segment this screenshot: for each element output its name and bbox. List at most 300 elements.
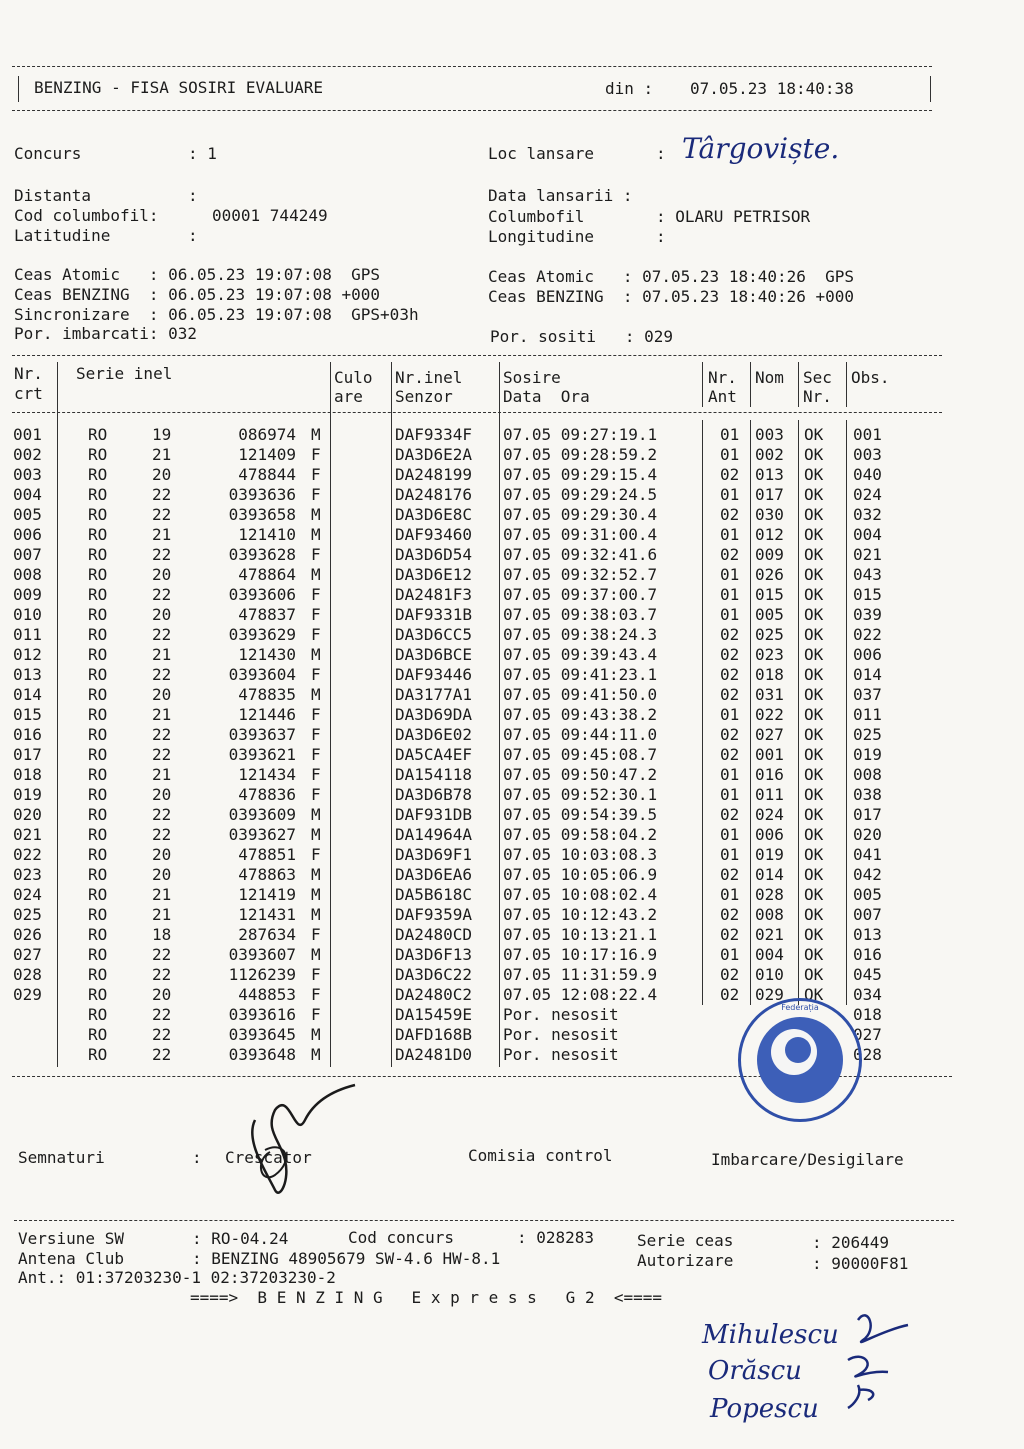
cell-sosire: 07.05 09:29:24.5	[503, 485, 658, 504]
cell-ring: 086974	[238, 425, 296, 444]
cell-sex: F	[311, 925, 321, 944]
table-row	[0, 465, 1024, 485]
cell-sex: F	[311, 785, 321, 804]
cell-year: 22	[152, 585, 172, 604]
cell-ring: 478844	[238, 465, 296, 484]
cell-country: RO	[88, 1045, 108, 1064]
cell-nom: 013	[755, 465, 784, 484]
cell-senzor: DA3D6F13	[395, 945, 473, 964]
cell-ring: 0393658	[228, 505, 296, 524]
cell-nr: 027	[13, 945, 42, 964]
cell-ring: 0393628	[228, 545, 296, 564]
cell-sec: OK	[804, 645, 824, 664]
cell-country: RO	[88, 945, 108, 964]
cell-sex: M	[311, 1045, 321, 1064]
cell-sex: M	[311, 525, 321, 544]
brand-line: ====> B E N Z I N G E x p r e s s G 2 <====	[190, 1288, 663, 1307]
ceas-atomic-start: Ceas Atomic : 06.05.23 19:07:08 GPS	[14, 265, 381, 284]
cell-sex: M	[311, 1025, 321, 1044]
footer-top-border	[14, 1220, 954, 1221]
table-row	[0, 485, 1024, 505]
cell-ant: 01	[720, 785, 740, 804]
cell-senzor: DA5B618C	[395, 885, 473, 904]
col-nr-ant-1: Nr.	[708, 368, 737, 387]
cell-ring: 0393607	[228, 945, 296, 964]
table-row	[0, 525, 1024, 545]
table-row	[0, 845, 1024, 865]
cell-ring: 0393621	[228, 745, 296, 764]
table-row	[0, 865, 1024, 885]
cell-year: 18	[152, 925, 172, 944]
cell-senzor: DA2481F3	[395, 585, 473, 604]
cell-ring: 0393637	[228, 725, 296, 744]
cell-year: 22	[152, 805, 172, 824]
cell-ant: 02	[720, 465, 740, 484]
cell-senzor: DA3D6E12	[395, 565, 473, 584]
longitudine-label: Longitudine	[488, 227, 594, 246]
table-row	[0, 805, 1024, 825]
cell-sec: OK	[804, 885, 824, 904]
table-row	[0, 725, 1024, 745]
table-row	[0, 445, 1024, 465]
cell-obs: 043	[853, 565, 882, 584]
cell-sec: OK	[804, 825, 824, 844]
cell-senzor: DA3D69DA	[395, 705, 473, 724]
cell-nr: 007	[13, 545, 42, 564]
cell-sosire: 07.05 09:31:00.4	[503, 525, 658, 544]
serie-ceas-value: : 206449	[812, 1233, 890, 1252]
cell-sex: F	[311, 725, 321, 744]
cell-ant: 02	[720, 965, 740, 984]
federation-stamp	[738, 998, 862, 1122]
cell-nom: 028	[755, 885, 784, 904]
cell-sec: OK	[804, 845, 824, 864]
vline-8	[846, 362, 847, 407]
table-row	[0, 425, 1024, 445]
cell-nr: 004	[13, 485, 42, 504]
cell-obs: 004	[853, 525, 882, 544]
crescator-label: Crescator	[225, 1148, 312, 1167]
cell-sex: M	[311, 885, 321, 904]
cell-nr: 006	[13, 525, 42, 544]
concurs-value: : 1	[188, 144, 217, 163]
cell-ring: 287634	[238, 925, 296, 944]
ceas-atomic-end: Ceas Atomic : 07.05.23 18:40:26 GPS	[488, 267, 855, 286]
table-row	[0, 885, 1024, 905]
cell-senzor: DA3D6E2A	[395, 445, 473, 464]
cell-sosire: 07.05 09:43:38.2	[503, 705, 658, 724]
cell-senzor: DA2480C2	[395, 985, 473, 1004]
cell-ring: 0393606	[228, 585, 296, 604]
cell-ring: 121431	[238, 905, 296, 924]
cell-nom: 024	[755, 805, 784, 824]
cell-nom: 003	[755, 425, 784, 444]
cell-senzor: DAF93460	[395, 525, 473, 544]
cell-nom: 002	[755, 445, 784, 464]
cell-obs: 025	[853, 725, 882, 744]
cell-ant: 02	[720, 805, 740, 824]
cell-ring: 448853	[238, 985, 296, 1004]
cell-obs: 016	[853, 945, 882, 964]
cell-sex: F	[311, 1005, 321, 1024]
cell-senzor: DA3D6EA6	[395, 865, 473, 884]
ceas-benzing-start: Ceas BENZING : 06.05.23 19:07:08 +000	[14, 285, 381, 304]
cell-obs: 001	[853, 425, 882, 444]
cell-nom: 004	[755, 945, 784, 964]
cell-ant: 02	[720, 685, 740, 704]
cell-country: RO	[88, 605, 108, 624]
cell-nom: 031	[755, 685, 784, 704]
cell-ring: 478837	[238, 605, 296, 624]
cell-ring: 121419	[238, 885, 296, 904]
cell-country: RO	[88, 785, 108, 804]
cell-sex: M	[311, 685, 321, 704]
cell-ant: 01	[720, 825, 740, 844]
table-row	[0, 925, 1024, 945]
table-row	[0, 905, 1024, 925]
cell-obs: 007	[853, 905, 882, 924]
cell-country: RO	[88, 545, 108, 564]
cell-obs: 032	[853, 505, 882, 524]
cell-obs: 008	[853, 765, 882, 784]
cell-sex: F	[311, 745, 321, 764]
cell-sec: OK	[804, 705, 824, 724]
cell-country: RO	[88, 505, 108, 524]
cell-year: 22	[152, 825, 172, 844]
cell-country: RO	[88, 1025, 108, 1044]
cell-senzor: DA3D6E02	[395, 725, 473, 744]
cell-year: 22	[152, 665, 172, 684]
col-culoare-2: are	[334, 387, 363, 406]
cell-nr: 010	[13, 605, 42, 624]
cell-senzor: DA3D6D54	[395, 545, 473, 564]
cell-nr: 011	[13, 625, 42, 644]
cell-nom: 001	[755, 745, 784, 764]
cell-nr: 017	[13, 745, 42, 764]
table-row	[0, 645, 1024, 665]
cell-sec: OK	[804, 665, 824, 684]
cell-ant: 02	[720, 745, 740, 764]
col-sec-2: Nr.	[803, 387, 832, 406]
col-nom: Nom	[755, 368, 784, 387]
cell-country: RO	[88, 465, 108, 484]
cell-country: RO	[88, 425, 108, 444]
table-row	[0, 685, 1024, 705]
loc-lansare-label: Loc lansare	[488, 144, 594, 163]
data-lansarii-label: Data lansarii :	[488, 186, 633, 205]
cell-nr: 015	[13, 705, 42, 724]
cell-sosire: 07.05 09:29:15.4	[503, 465, 658, 484]
cell-obs: 045	[853, 965, 882, 984]
cell-obs: 039	[853, 605, 882, 624]
sincronizare: Sincronizare : 06.05.23 19:07:08 GPS+03h	[14, 305, 419, 324]
cell-sosire: 07.05 10:08:02.4	[503, 885, 658, 904]
cell-year: 21	[152, 885, 172, 904]
cell-sosire: 07.05 09:50:47.2	[503, 765, 658, 784]
table-row	[0, 545, 1024, 565]
table-header-top-border	[12, 355, 942, 356]
cell-country: RO	[88, 665, 108, 684]
cell-obs: 021	[853, 545, 882, 564]
cell-ring: 0393645	[228, 1025, 296, 1044]
cell-obs: 028	[853, 1045, 882, 1064]
cell-sex: M	[311, 565, 321, 584]
cell-nr: 009	[13, 585, 42, 604]
cell-senzor: DA3D6BCE	[395, 645, 473, 664]
handwritten-name-1: Mihulescu	[702, 1320, 839, 1350]
cell-ring: 478863	[238, 865, 296, 884]
cell-sec: OK	[804, 625, 824, 644]
col-nr: Nr.	[14, 364, 43, 383]
cell-senzor: DA2481D0	[395, 1045, 473, 1064]
cell-senzor: DAF9331B	[395, 605, 473, 624]
cell-obs: 042	[853, 865, 882, 884]
cell-country: RO	[88, 565, 108, 584]
cell-obs: 015	[853, 585, 882, 604]
cell-senzor: DAF9334F	[395, 425, 473, 444]
cell-ring: 121446	[238, 705, 296, 724]
cell-sec: OK	[804, 525, 824, 544]
cell-country: RO	[88, 825, 108, 844]
cell-nr: 013	[13, 665, 42, 684]
cell-year: 22	[152, 485, 172, 504]
cell-country: RO	[88, 485, 108, 504]
cell-sex: F	[311, 765, 321, 784]
cell-ant: 02	[720, 665, 740, 684]
cell-sosire: 07.05 10:03:08.3	[503, 845, 658, 864]
cell-sec: OK	[804, 985, 824, 1004]
cell-nr: 023	[13, 865, 42, 884]
cell-ant: 02	[720, 505, 740, 524]
table-row	[0, 605, 1024, 625]
cell-year: 22	[152, 545, 172, 564]
cell-sec: OK	[804, 805, 824, 824]
cell-year: 22	[152, 945, 172, 964]
cell-country: RO	[88, 445, 108, 464]
cell-sec: OK	[804, 925, 824, 944]
din-label: din :	[605, 79, 654, 98]
cell-obs: 019	[853, 745, 882, 764]
cell-nom: 019	[755, 845, 784, 864]
cell-sosire: 07.05 09:27:19.1	[503, 425, 658, 444]
cell-ant: 01	[720, 705, 740, 724]
cell-ring: 0393627	[228, 825, 296, 844]
autorizare-value: : 90000F81	[812, 1254, 909, 1273]
cell-sosire: 07.05 09:54:39.5	[503, 805, 658, 824]
table-row	[0, 505, 1024, 525]
cell-sosire: 07.05 10:12:43.2	[503, 905, 658, 924]
cell-sosire: 07.05 09:41:50.0	[503, 685, 658, 704]
cell-sosire: 07.05 09:28:59.2	[503, 445, 658, 464]
cell-ant: 01	[720, 445, 740, 464]
cell-year: 22	[152, 1025, 172, 1044]
col-nr-ant-2: Ant	[708, 387, 737, 406]
cell-sex: F	[311, 705, 321, 724]
cell-sosire: 07.05 10:13:21.1	[503, 925, 658, 944]
title-bottom-border	[12, 110, 932, 111]
cell-ant: 01	[720, 605, 740, 624]
cell-country: RO	[88, 885, 108, 904]
cell-sosire: 07.05 09:32:41.6	[503, 545, 658, 564]
table-row	[0, 945, 1024, 965]
cell-year: 20	[152, 865, 172, 884]
cell-senzor: DA3D6C22	[395, 965, 473, 984]
cell-obs: 011	[853, 705, 882, 724]
title-left-bar	[18, 76, 19, 102]
columbofil-label: Columbofil	[488, 207, 585, 226]
cell-obs: 024	[853, 485, 882, 504]
cell-senzor: DA3D69F1	[395, 845, 473, 864]
cell-sec: OK	[804, 465, 824, 484]
cell-sex: F	[311, 465, 321, 484]
cod-columbofil-value: 00001 744249	[212, 206, 328, 225]
cell-senzor: DAF931DB	[395, 805, 473, 824]
cell-sec: OK	[804, 545, 824, 564]
cell-ring: 478851	[238, 845, 296, 864]
loc-lansare-handwritten: Târgoviște.	[682, 132, 840, 165]
cell-sosire: 07.05 10:05:06.9	[503, 865, 658, 884]
cell-sec: OK	[804, 745, 824, 764]
cell-senzor: DA3D6E8C	[395, 505, 473, 524]
col-sosire: Sosire	[503, 368, 561, 387]
cell-year: 20	[152, 605, 172, 624]
cell-nom: 009	[755, 545, 784, 564]
cell-sosire: 07.05 09:29:30.4	[503, 505, 658, 524]
cell-sosire: 07.05 09:39:43.4	[503, 645, 658, 664]
cell-nr: 019	[13, 785, 42, 804]
cell-sex: F	[311, 485, 321, 504]
cell-nr: 005	[13, 505, 42, 524]
cell-obs: 014	[853, 665, 882, 684]
por-imbarcati: Por. imbarcati: 032	[14, 324, 198, 343]
loc-lansare-sep: :	[656, 144, 666, 163]
cell-year: 22	[152, 1005, 172, 1024]
cell-sex: M	[311, 505, 321, 524]
cell-sec: OK	[804, 565, 824, 584]
cell-year: 21	[152, 905, 172, 924]
cell-nom: 021	[755, 925, 784, 944]
versiune-value: : RO-04.24	[192, 1229, 289, 1248]
cell-ant: 01	[720, 945, 740, 964]
cell-country: RO	[88, 965, 108, 984]
cell-ant: 01	[720, 845, 740, 864]
comisia-label: Comisia control	[468, 1146, 613, 1165]
cell-nr: 022	[13, 845, 42, 864]
cell-sec: OK	[804, 865, 824, 884]
cell-year: 20	[152, 685, 172, 704]
por-sositi: Por. sositi : 029	[490, 327, 674, 346]
signature-scribble	[235, 1080, 365, 1210]
cell-nr: 003	[13, 465, 42, 484]
table-row	[0, 745, 1024, 765]
cell-nr: 025	[13, 905, 42, 924]
cell-nom: 006	[755, 825, 784, 844]
cell-sex: M	[311, 425, 321, 444]
columbofil-value: : OLARU PETRISOR	[656, 207, 811, 226]
distanta-label: Distanta	[14, 186, 92, 205]
cell-obs: 027	[853, 1025, 882, 1044]
cell-ring: 1126239	[228, 965, 296, 984]
cell-sosire: 07.05 09:45:08.7	[503, 745, 658, 764]
cell-ant: 01	[720, 425, 740, 444]
cell-ant: 01	[720, 765, 740, 784]
table-row	[0, 985, 1024, 1005]
cell-ring: 0393636	[228, 485, 296, 504]
longitudine-value: :	[656, 227, 666, 246]
cell-nom: 023	[755, 645, 784, 664]
cell-obs: 017	[853, 805, 882, 824]
cell-senzor: DA154118	[395, 765, 473, 784]
col-serie-inel: Serie inel	[76, 364, 173, 383]
cell-year: 21	[152, 765, 172, 784]
cell-nr: 024	[13, 885, 42, 904]
cell-ring: 121410	[238, 525, 296, 544]
cell-sosire: 07.05 09:38:24.3	[503, 625, 658, 644]
antena-value: : BENZING 48905679 SW-4.6 HW-8.1	[192, 1249, 501, 1268]
cod-columbofil-label: Cod columbofil:	[14, 206, 159, 225]
cell-ring: 478836	[238, 785, 296, 804]
serie-ceas-label: Serie ceas	[637, 1231, 734, 1250]
handwritten-name-3: Popescu	[710, 1394, 819, 1424]
cell-obs: 040	[853, 465, 882, 484]
col-data-ora: Data Ora	[503, 387, 590, 406]
cell-country: RO	[88, 525, 108, 544]
cell-year: 22	[152, 505, 172, 524]
cell-ring: 478835	[238, 685, 296, 704]
cell-obs: 006	[853, 645, 882, 664]
cell-ant: 02	[720, 545, 740, 564]
cod-concurs-label: Cod concurs	[348, 1228, 454, 1247]
vline-5	[702, 362, 703, 407]
cell-country: RO	[88, 645, 108, 664]
cell-nom: 027	[755, 725, 784, 744]
table-row	[0, 565, 1024, 585]
cell-country: RO	[88, 905, 108, 924]
cell-year: 20	[152, 985, 172, 1004]
stamp-text: Federația	[781, 1003, 819, 1012]
cell-ring: 478864	[238, 565, 296, 584]
cell-year: 22	[152, 965, 172, 984]
cell-nr: 018	[13, 765, 42, 784]
cell-obs: 037	[853, 685, 882, 704]
cell-sex: F	[311, 985, 321, 1004]
cell-sec: OK	[804, 445, 824, 464]
cell-year: 21	[152, 645, 172, 664]
cell-sex: M	[311, 825, 321, 844]
cell-nom: 025	[755, 625, 784, 644]
cell-sec: OK	[804, 765, 824, 784]
cell-nr: 028	[13, 965, 42, 984]
cell-sosire: 07.05 09:44:11.0	[503, 725, 658, 744]
cell-nom: 029	[755, 985, 784, 1004]
col-sec-1: Sec	[803, 368, 832, 387]
cell-sex: F	[311, 445, 321, 464]
cell-senzor: DAFD168B	[395, 1025, 473, 1044]
cell-ring: 0393609	[228, 805, 296, 824]
cell-year: 22	[152, 725, 172, 744]
autorizare-label: Autorizare	[637, 1251, 734, 1270]
cell-ring: 0393604	[228, 665, 296, 684]
cell-sosire: Por. nesosit	[503, 1045, 619, 1064]
cell-obs: 018	[853, 1005, 882, 1024]
cell-sec: OK	[804, 425, 824, 444]
cell-year: 22	[152, 1045, 172, 1064]
cell-sosire: 07.05 09:32:52.7	[503, 565, 658, 584]
cell-nom: 015	[755, 585, 784, 604]
cell-ant: 01	[720, 885, 740, 904]
cell-sosire: Por. nesosit	[503, 1005, 619, 1024]
cell-nom: 017	[755, 485, 784, 504]
